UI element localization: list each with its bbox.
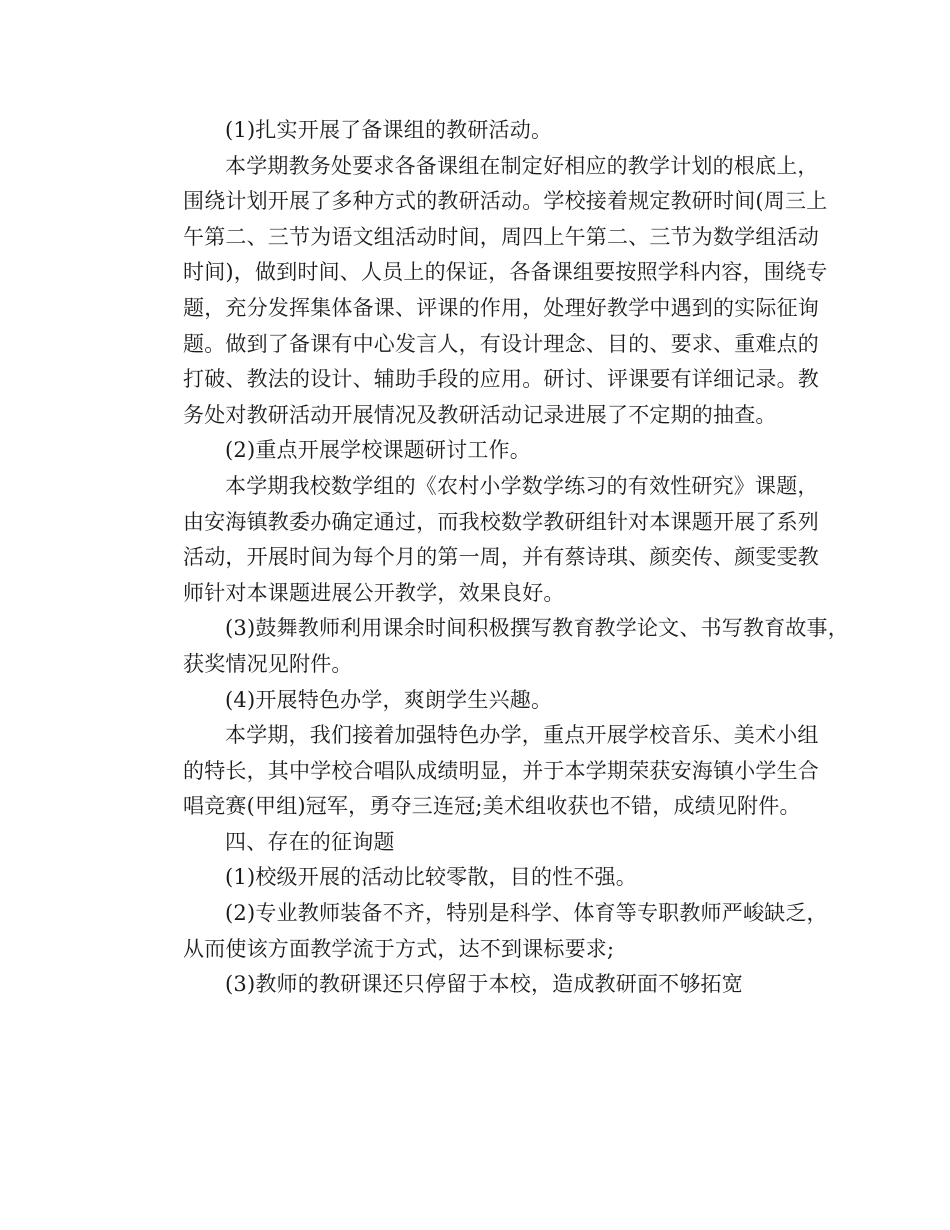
text-line: 的特长，其中学校合唱队成绩明显，并于本学期荣获安海镇小学生合: [183, 758, 819, 783]
section-heading-issues: [141, 825, 811, 861]
text-line: 获奖情况见附件。: [183, 651, 353, 676]
text-line: 本学期，我们接着加强特色办学，重点开展学校音乐、美术小组: [225, 723, 819, 748]
text-line: 本学期教务处要求各备课组在制定好相应的教学计划的根底上，: [225, 153, 819, 178]
text-line: 题。做到了备课有中心发言人，有设计理念、目的、要求、重难点的: [183, 331, 819, 356]
list-item-2: [141, 433, 811, 469]
paragraph-research-project: [141, 469, 819, 611]
list-item-1: [141, 113, 811, 149]
document-body: [141, 113, 849, 1003]
list-item-4: [141, 683, 811, 719]
text-line: (4)开展特色办学，爽朗学生兴趣。: [225, 687, 553, 712]
text-line: (1)校级开展的活动比较零散，目的性不强。: [225, 865, 637, 890]
text-line: 四、存在的征询题: [225, 829, 395, 854]
text-line: 由安海镇教委办确定通过，而我校数学教研组针对本课题开展了系列: [183, 509, 819, 534]
text-line: 活动，开展时间为每个月的第一周，并有蔡诗琪、颜奕传、颜雯雯教: [183, 545, 819, 570]
issue-item-3: [141, 967, 811, 1003]
text-line: 从而使该方面教学流于方式，达不到课标要求;: [183, 936, 615, 961]
text-line: (2)专业教师装备不齐，特别是科学、体育等专职教师严峻缺乏，: [225, 901, 828, 926]
text-line: 唱竞赛(甲组)冠军，勇夺三连冠;美术组收获也不错，成绩见附件。: [183, 794, 801, 819]
text-line: 题，充分发挥集体备课、评课的作用，处理好教学中遇到的实际征询: [183, 295, 819, 320]
text-line: (3)鼓舞教师利用课余时间积极撰写教育教学论文、书写教育故事，: [225, 616, 849, 641]
text-line: (2)重点开展学校课题研讨工作。: [225, 438, 531, 463]
text-line: (3)教师的教研课还只停留于本校，造成教研面不够拓宽: [225, 972, 743, 997]
issue-item-1: [141, 860, 811, 896]
text-line: 时间)，做到时间、人员上的保证，各备课组要按照学科内容，围绕专: [183, 260, 828, 285]
list-item-3: [141, 611, 849, 682]
text-line: 务处对教研活动开展情况及教研活动记录进展了不定期的抽查。: [183, 402, 777, 427]
text-line: 本学期我校数学组的《农村小学数学练习的有效性研究》课题，: [225, 473, 819, 498]
text-line: 打破、教法的设计、辅助手段的应用。研讨、评课要有详细记录。教: [183, 367, 819, 392]
text-line: 围绕计划开展了多种方式的教研活动。学校接着规定教研时间(周三上: [183, 189, 828, 214]
paragraph-special-programs: [141, 718, 819, 825]
paragraph-lesson-prep: [141, 149, 828, 434]
issue-item-2: [141, 896, 828, 967]
text-line: 午第二、三节为语文组活动时间，周四上午第二、三节为数学组活动: [183, 224, 819, 249]
text-line: (1)扎实开展了备课组的教研活动。: [225, 118, 553, 142]
text-line: 师针对本课题进展公开教学，效果良好。: [183, 580, 565, 605]
